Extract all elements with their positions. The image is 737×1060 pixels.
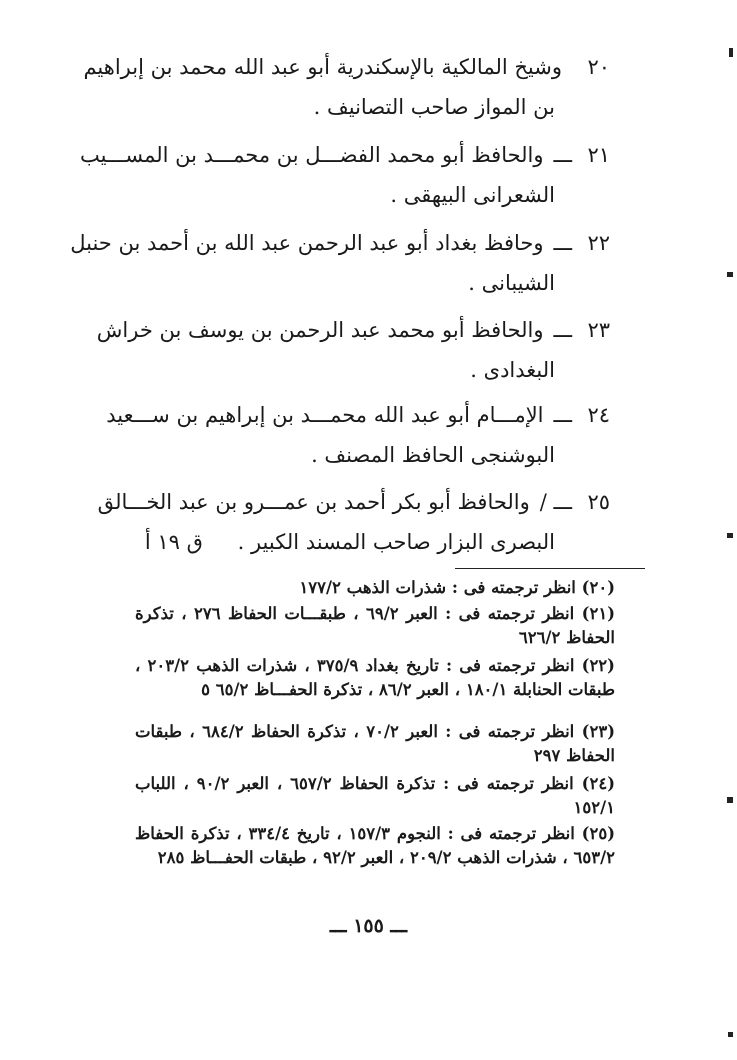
entry-21: [79, 140, 610, 210]
entry-dash: ـــ: [553, 231, 572, 255]
footnote-22: (٢٢) انظر ترجمته فى : تاريخ بغداد ٣٧٥/٩ ، شذرات الذهب ٢٠٣/٢ ، طبقات الحنابلة ١٨٠/١ ، العبر ٨٦/٢ ، تذكرة الحفـــاظ ٦٥/٢ ٥: [135, 656, 615, 699]
entry-continuation: الشعرانى البيهقى .: [390, 183, 555, 207]
entry-continuation: بن المواز صاحب التصانيف .: [313, 95, 555, 119]
edge-mark: [727, 797, 733, 803]
entry-number: ٢١: [587, 143, 610, 167]
entry-25: [97, 487, 610, 557]
folio-marker: ق ١٩ أ: [144, 530, 203, 554]
edge-mark: [728, 1032, 733, 1037]
entry-line-2: [130, 527, 610, 557]
entry-number: ٢٥: [587, 490, 610, 514]
entry-continuation: الشيبانى .: [468, 271, 555, 295]
entry-line-2: [130, 92, 610, 122]
entry-text: الإمـــام أبو عبد الله محمـــد بن إبراهيم بن ســـعيد: [106, 403, 544, 427]
edge-mark: [729, 48, 733, 57]
entry-continuation: البغدادى .: [470, 358, 555, 382]
entry-line-2: [130, 440, 610, 470]
entry-continuation: البوشنجى الحافظ المصنف .: [311, 443, 555, 467]
footnote-24: (٢٤) انظر ترجمته فى : تذكرة الحفاظ ٦٥٧/٢ ، العبر ٩٠/٢ ، اللباب ١٥٢/١: [135, 774, 615, 817]
entry-dash: ـــ: [553, 143, 572, 167]
entry-line-1: [106, 400, 610, 430]
entry-23: [96, 315, 610, 385]
edge-mark: [727, 272, 733, 277]
entry-dash: ـــ: [553, 318, 572, 342]
entry-text: والحافظ أبو بكر أحمد بن عمـــرو بن عبد الخـــالق: [97, 490, 530, 514]
entry-line-1: [97, 487, 610, 517]
footnote-21: (٢١) انظر ترجمته فى : العبر ٦٩/٢ ، طبقـــات الحفاظ ٢٧٦ ، تذكرة الحفاظ ٦٢٦/٢: [135, 604, 615, 647]
entry-number: ٢٢: [587, 231, 610, 255]
entry-number: ٢٠: [587, 55, 610, 79]
entry-line-1: [83, 52, 610, 82]
entry-line-2: [130, 268, 610, 298]
entry-text: والحافظ أبو محمد عبد الرحمن بن يوسف بن خراش: [96, 318, 544, 342]
entry-text: والحافظ أبو محمد الفضـــل بن محمـــد بن المســـيب: [79, 143, 544, 167]
entry-number: ٢٣: [587, 318, 610, 342]
entry-text: وحافظ بغداد أبو عبد الرحمن عبد الله بن أحمد بن حنبل: [70, 231, 544, 255]
entry-text: وشيخ المالكية بالإسكندرية أبو عبد الله محمد بن إبراهيم: [83, 55, 562, 79]
entry-line-2: [130, 355, 610, 385]
footnote-25: (٢٥) انظر ترجمته فى : النجوم ١٥٧/٣ ، تاريخ ٣٣٤/٤ ، تذكرة الحفاظ ٦٥٣/٢ ، شذرات الذهب ٢٠٩/٢ ، العبر ٩٢/٢ ، طبقات الحفـــاظ ٢٨٥: [135, 824, 616, 867]
entry-number: ٢٤: [587, 403, 610, 427]
entry-20: [83, 52, 610, 122]
entry-dash: ـــ: [553, 403, 572, 427]
footnote-23: (٢٣) انظر ترجمته فى : العبر ٧٠/٢ ، تذكرة الحفاظ ٦٨٤/٢ ، طبقات الحفاظ ٢٩٧: [135, 722, 615, 765]
entry-dash: ـــ /: [539, 490, 572, 514]
footnote-20: (٢٠) انظر ترجمته فى : شذرات الذهب ١٧٧/٢: [299, 578, 615, 597]
entry-line-1: [79, 140, 610, 170]
entry-line-2: [130, 180, 610, 210]
entry-line-1: [70, 228, 610, 258]
footnote-separator: [455, 568, 645, 569]
entry-24: [106, 400, 610, 470]
entry-22: [70, 228, 610, 298]
entry-line-1: [96, 315, 610, 345]
page-number: ـــ ١٥٥ ـــ: [329, 915, 408, 937]
edge-mark: [727, 533, 733, 538]
entry-continuation: البصرى البزار صاحب المسند الكبير .: [237, 530, 555, 554]
